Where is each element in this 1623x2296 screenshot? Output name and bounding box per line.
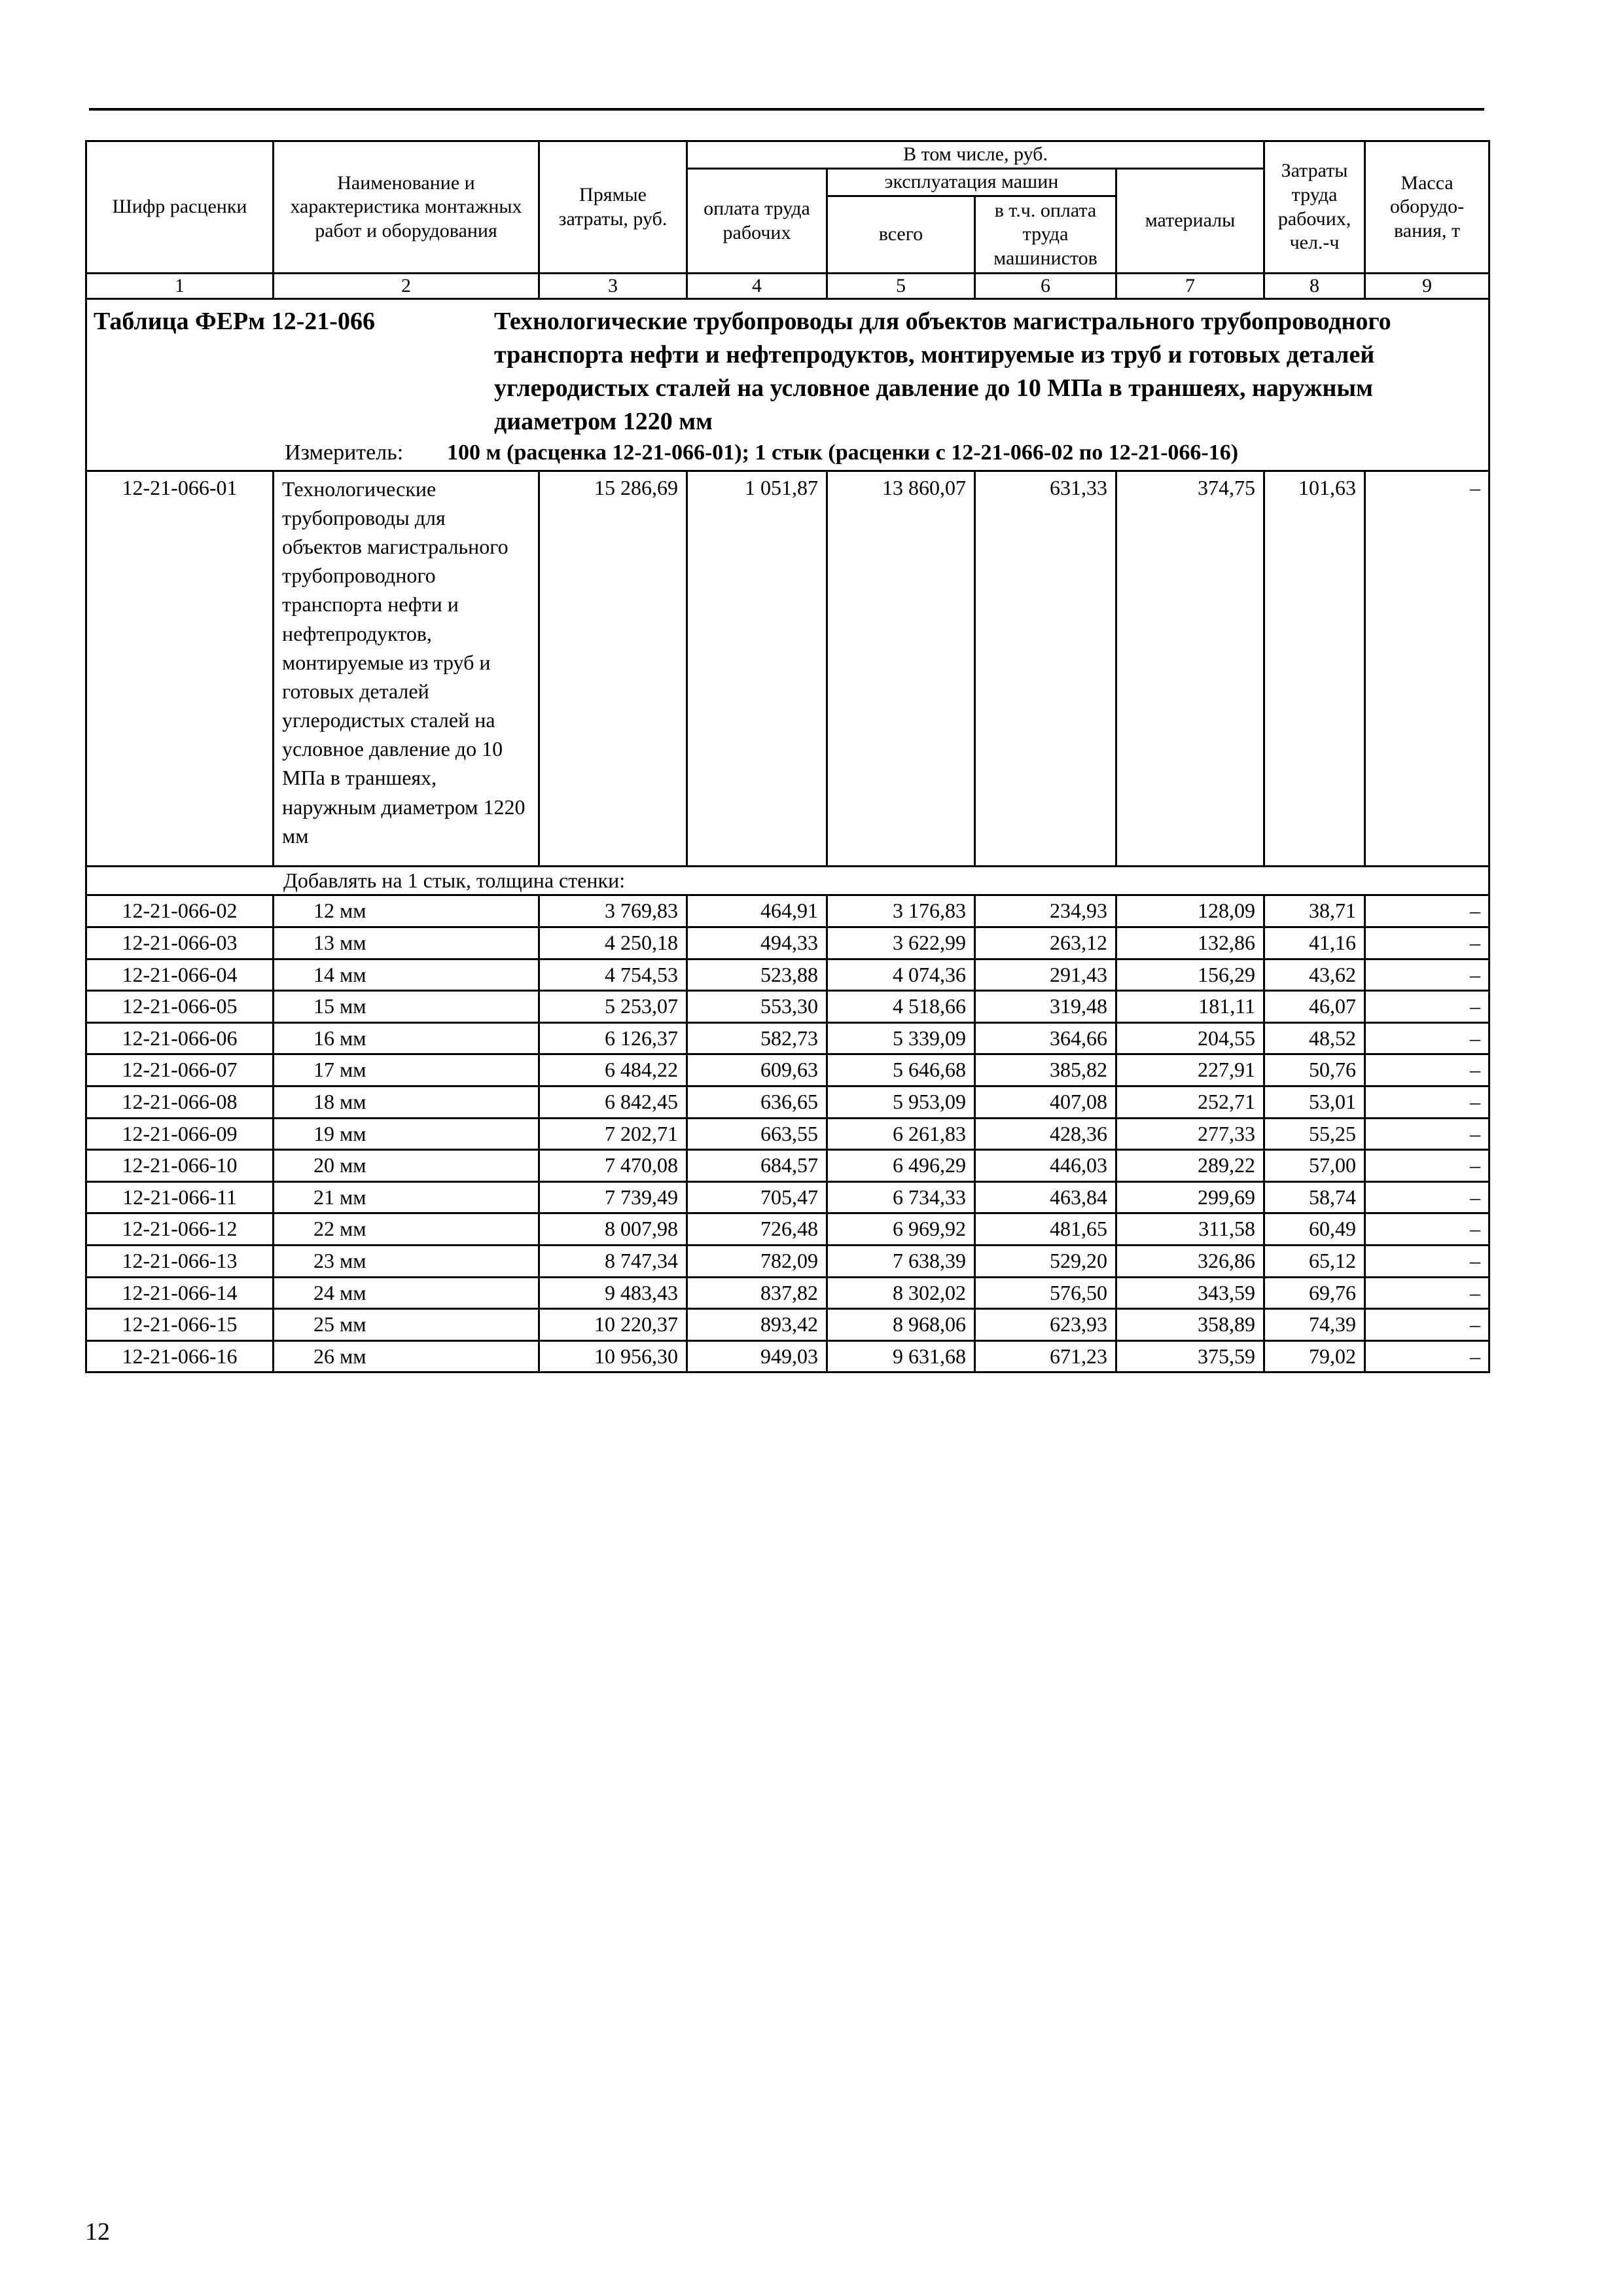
header-machine-operation: эксплуатация машин (827, 169, 1116, 196)
rate-name: 21 мм (274, 1181, 539, 1213)
machinist-pay: 428,36 (975, 1118, 1116, 1150)
rate-name: 15 мм (274, 991, 539, 1023)
equipment-mass: – (1365, 471, 1489, 866)
direct-costs: 7 739,49 (539, 1181, 687, 1213)
worker-pay: 609,63 (687, 1054, 827, 1086)
rate-name: 16 мм (274, 1022, 539, 1054)
rate-code: 12-21-066-03 (86, 927, 274, 960)
labor-hours: 101,63 (1264, 471, 1365, 866)
labor-hours: 79,02 (1264, 1340, 1365, 1372)
worker-pay: 494,33 (687, 927, 827, 960)
labor-hours: 38,71 (1264, 895, 1365, 927)
worker-pay: 949,03 (687, 1340, 827, 1372)
rate-code: 12-21-066-16 (86, 1340, 274, 1372)
column-number: 2 (274, 274, 539, 299)
table-title-cell (86, 299, 1489, 471)
rate-name: 12 мм (274, 895, 539, 927)
rate-code: 12-21-066-10 (86, 1150, 274, 1182)
machinist-pay: 385,82 (975, 1054, 1116, 1086)
direct-costs: 4 754,53 (539, 959, 687, 991)
rate-code: 12-21-066-12 (86, 1213, 274, 1246)
add-note: Добавлять на 1 стык, толщина стенки: (86, 866, 1489, 895)
rate-code: 12-21-066-13 (86, 1245, 274, 1277)
header-labor-hours: Затраты труда рабочих, чел.-ч (1264, 141, 1365, 274)
direct-costs: 8 747,34 (539, 1245, 687, 1277)
equipment-mass: – (1365, 991, 1489, 1023)
labor-hours: 46,07 (1264, 991, 1365, 1023)
materials: 227,91 (1116, 1054, 1264, 1086)
machines-total: 7 638,39 (827, 1245, 975, 1277)
direct-costs: 8 007,98 (539, 1213, 687, 1246)
materials: 277,33 (1116, 1118, 1264, 1150)
machines-total: 3 622,99 (827, 927, 975, 960)
machinist-pay: 623,93 (975, 1309, 1116, 1341)
rate-code: 12-21-066-11 (86, 1181, 274, 1213)
worker-pay: 464,91 (687, 895, 827, 927)
table-row (86, 1022, 1489, 1054)
header-including-group: В том числе, руб. (687, 141, 1264, 169)
machines-total: 3 176,83 (827, 895, 975, 927)
rate-code: 12-21-066-09 (86, 1118, 274, 1150)
table-row (86, 991, 1489, 1023)
add-note-row (86, 866, 1489, 895)
machines-total: 8 968,06 (827, 1309, 975, 1341)
materials: 343,59 (1116, 1277, 1264, 1309)
direct-costs: 6 126,37 (539, 1022, 687, 1054)
measurer-value: 100 м (расценка 12-21-066-01); 1 стык (расценки с 12-21-066-02 по 12-21-066-16) (447, 440, 1239, 465)
labor-hours: 48,52 (1264, 1022, 1365, 1054)
equipment-mass: – (1365, 1150, 1489, 1182)
rate-name: 26 мм (274, 1340, 539, 1372)
worker-pay: 663,55 (687, 1118, 827, 1150)
rate-name: 20 мм (274, 1150, 539, 1182)
materials: 252,71 (1116, 1086, 1264, 1118)
machines-total: 4 074,36 (827, 959, 975, 991)
equipment-mass: – (1365, 895, 1489, 927)
machinist-pay: 671,23 (975, 1340, 1116, 1372)
direct-costs: 9 483,43 (539, 1277, 687, 1309)
materials: 128,09 (1116, 895, 1264, 927)
column-number: 1 (86, 274, 274, 299)
labor-hours: 50,76 (1264, 1054, 1365, 1086)
table-row (86, 1054, 1489, 1086)
table-row (86, 1245, 1489, 1277)
equipment-mass: – (1365, 1245, 1489, 1277)
rate-code: 12-21-066-14 (86, 1277, 274, 1309)
header-equipment-mass: Масса оборудо-вания, т (1365, 141, 1489, 274)
column-number: 7 (1116, 274, 1264, 299)
direct-costs: 10 220,37 (539, 1309, 687, 1341)
machinist-pay: 263,12 (975, 927, 1116, 960)
column-number: 9 (1365, 274, 1489, 299)
machines-total: 5 339,09 (827, 1022, 975, 1054)
header-name: Наименование и характеристика монтажных работ и оборудования (274, 141, 539, 274)
machinist-pay: 631,33 (975, 471, 1116, 866)
direct-costs: 4 250,18 (539, 927, 687, 960)
equipment-mass: – (1365, 1118, 1489, 1150)
table-row (86, 1340, 1489, 1372)
labor-hours: 74,39 (1264, 1309, 1365, 1341)
rate-name: 24 мм (274, 1277, 539, 1309)
column-number: 8 (1264, 274, 1365, 299)
equipment-mass: – (1365, 927, 1489, 960)
labor-hours: 41,16 (1264, 927, 1365, 960)
worker-pay: 684,57 (687, 1150, 827, 1182)
rate-name: 13 мм (274, 927, 539, 960)
table-row (86, 1277, 1489, 1309)
materials: 299,69 (1116, 1181, 1264, 1213)
table-title-text: Технологические трубопроводы для объектов магистрального трубопроводного транспорта нефти и нефтепродуктов, монтируемые из труб и готовых деталей углеродистых сталей на условное давление до 10 МПа в траншеях, наружным диаметром 1220 мм (494, 308, 1391, 435)
equipment-mass: – (1365, 1213, 1489, 1246)
equipment-mass: – (1365, 1054, 1489, 1086)
equipment-mass: – (1365, 1022, 1489, 1054)
machines-total: 6 734,33 (827, 1181, 975, 1213)
measurer-label: Измеритель: (285, 440, 404, 465)
equipment-mass: – (1365, 1277, 1489, 1309)
header-code: Шифр расценки (86, 141, 274, 274)
machines-total: 6 261,83 (827, 1118, 975, 1150)
rate-code: 12-21-066-07 (86, 1054, 274, 1086)
materials: 311,58 (1116, 1213, 1264, 1246)
worker-pay: 782,09 (687, 1245, 827, 1277)
top-rule (89, 108, 1484, 111)
direct-costs: 6 484,22 (539, 1054, 687, 1086)
equipment-mass: – (1365, 1309, 1489, 1341)
table-body (86, 299, 1489, 1372)
rate-code: 12-21-066-04 (86, 959, 274, 991)
worker-pay: 1 051,87 (687, 471, 827, 866)
worker-pay: 523,88 (687, 959, 827, 991)
equipment-mass: – (1365, 1340, 1489, 1372)
worker-pay: 705,47 (687, 1181, 827, 1213)
labor-hours: 57,00 (1264, 1150, 1365, 1182)
materials: 156,29 (1116, 959, 1264, 991)
machines-total: 6 969,92 (827, 1213, 975, 1246)
table-row (86, 1309, 1489, 1341)
machines-total: 13 860,07 (827, 471, 975, 866)
worker-pay: 636,65 (687, 1086, 827, 1118)
labor-hours: 60,49 (1264, 1213, 1365, 1246)
machinist-pay: 576,50 (975, 1277, 1116, 1309)
machinist-pay: 364,66 (975, 1022, 1116, 1054)
table-row (86, 959, 1489, 991)
measurer-line (285, 439, 1482, 467)
table-row (86, 895, 1489, 927)
table-header (86, 141, 1489, 299)
rate-name: 14 мм (274, 959, 539, 991)
machines-total: 8 302,02 (827, 1277, 975, 1309)
rate-name: 22 мм (274, 1213, 539, 1246)
rate-name: 17 мм (274, 1054, 539, 1086)
machinist-pay: 234,93 (975, 895, 1116, 927)
table-title-label: Таблица ФЕРм 12-21-066 (94, 308, 375, 335)
worker-pay: 893,42 (687, 1309, 827, 1341)
worker-pay: 553,30 (687, 991, 827, 1023)
labor-hours: 43,62 (1264, 959, 1365, 991)
machines-total: 9 631,68 (827, 1340, 975, 1372)
worker-pay: 837,82 (687, 1277, 827, 1309)
materials: 374,75 (1116, 471, 1264, 866)
rate-code: 12-21-066-05 (86, 991, 274, 1023)
direct-costs: 5 253,07 (539, 991, 687, 1023)
rate-code: 12-21-066-01 (86, 471, 274, 866)
header-materials: материалы (1116, 169, 1264, 274)
machinist-pay: 319,48 (975, 991, 1116, 1023)
labor-hours: 53,01 (1264, 1086, 1365, 1118)
materials: 358,89 (1116, 1309, 1264, 1341)
direct-costs: 6 842,45 (539, 1086, 687, 1118)
materials: 326,86 (1116, 1245, 1264, 1277)
rates-table (85, 140, 1490, 1373)
header-machines-total: всего (827, 196, 975, 274)
table-title (94, 305, 1482, 439)
rate-code: 12-21-066-08 (86, 1086, 274, 1118)
machinist-pay: 463,84 (975, 1181, 1116, 1213)
labor-hours: 55,25 (1264, 1118, 1365, 1150)
rate-code: 12-21-066-02 (86, 895, 274, 927)
labor-hours: 58,74 (1264, 1181, 1365, 1213)
page-number: 12 (85, 2218, 110, 2246)
table-row (86, 1150, 1489, 1182)
machinist-pay: 446,03 (975, 1150, 1116, 1182)
direct-costs: 15 286,69 (539, 471, 687, 866)
rate-code: 12-21-066-15 (86, 1309, 274, 1341)
direct-costs: 7 202,71 (539, 1118, 687, 1150)
table-row (86, 1213, 1489, 1246)
table-row (86, 1181, 1489, 1213)
labor-hours: 69,76 (1264, 1277, 1365, 1309)
worker-pay: 726,48 (687, 1213, 827, 1246)
table-row (86, 927, 1489, 960)
column-number: 5 (827, 274, 975, 299)
header-direct-costs: Прямые затраты, руб. (539, 141, 687, 274)
direct-costs: 3 769,83 (539, 895, 687, 927)
machinist-pay: 481,65 (975, 1213, 1116, 1246)
worker-pay: 582,73 (687, 1022, 827, 1054)
header-machinist-pay: в т.ч. оплата труда машинистов (975, 196, 1116, 274)
materials: 204,55 (1116, 1022, 1264, 1054)
direct-costs: 7 470,08 (539, 1150, 687, 1182)
rate-name: 19 мм (274, 1118, 539, 1150)
direct-costs: 10 956,30 (539, 1340, 687, 1372)
materials: 132,86 (1116, 927, 1264, 960)
column-number: 3 (539, 274, 687, 299)
machinist-pay: 407,08 (975, 1086, 1116, 1118)
column-number: 6 (975, 274, 1116, 299)
materials: 181,11 (1116, 991, 1264, 1023)
machines-total: 5 646,68 (827, 1054, 975, 1086)
machines-total: 5 953,09 (827, 1086, 975, 1118)
machines-total: 4 518,66 (827, 991, 975, 1023)
rate-name: 23 мм (274, 1245, 539, 1277)
table-row (86, 1086, 1489, 1118)
rate-code: 12-21-066-06 (86, 1022, 274, 1054)
column-number-row (86, 274, 1489, 299)
machines-total: 6 496,29 (827, 1150, 975, 1182)
table-row (86, 1118, 1489, 1150)
rate-name: 18 мм (274, 1086, 539, 1118)
equipment-mass: – (1365, 959, 1489, 991)
rate-name: 25 мм (274, 1309, 539, 1341)
header-worker-pay: оплата труда рабочих (687, 169, 827, 274)
equipment-mass: – (1365, 1181, 1489, 1213)
machinist-pay: 291,43 (975, 959, 1116, 991)
table-title-row (86, 299, 1489, 471)
materials: 289,22 (1116, 1150, 1264, 1182)
labor-hours: 65,12 (1264, 1245, 1365, 1277)
main-rate-row (86, 471, 1489, 866)
machinist-pay: 529,20 (975, 1245, 1116, 1277)
materials: 375,59 (1116, 1340, 1264, 1372)
column-number: 4 (687, 274, 827, 299)
rate-name: Технологические трубопроводы для объектов магистрального трубопроводного транспорта нефти и нефтепродуктов, монтируемые из труб и готовых деталей углеродистых сталей на условное давление до 10 МПа в траншеях, наружным диаметром 1220 мм (274, 471, 539, 866)
equipment-mass: – (1365, 1086, 1489, 1118)
